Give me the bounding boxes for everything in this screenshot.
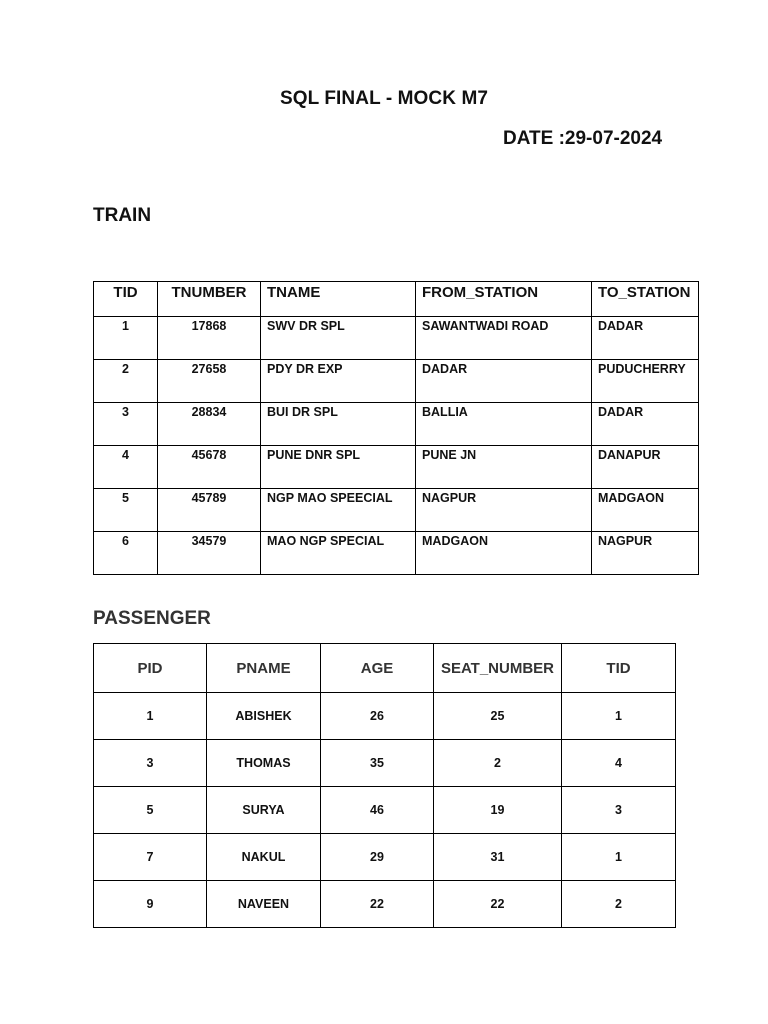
train-cell-tname: SWV DR SPL — [261, 317, 416, 360]
table-row — [94, 740, 676, 787]
train-cell-tnumber: 45678 — [158, 446, 261, 489]
train-col-tnumber: TNUMBER — [158, 282, 261, 317]
passenger-cell-pid: 7 — [94, 834, 207, 881]
passenger-cell-seat-number: 2 — [434, 740, 562, 787]
train-col-to-station: TO_STATION — [592, 282, 699, 317]
train-cell-to-station: PUDUCHERRY — [592, 360, 699, 403]
table-row — [94, 360, 699, 403]
train-cell-to-station: NAGPUR — [592, 532, 699, 575]
passenger-cell-seat-number: 19 — [434, 787, 562, 834]
train-cell-tnumber: 34579 — [158, 532, 261, 575]
passenger-table — [93, 643, 676, 928]
table-row — [94, 317, 699, 360]
document-date: DATE :29-07-2024 — [503, 128, 663, 149]
passenger-cell-pname: THOMAS — [207, 740, 321, 787]
table-row — [94, 532, 699, 575]
table-row — [94, 881, 676, 928]
train-cell-tid: 1 — [94, 317, 158, 360]
passenger-cell-tid: 3 — [562, 787, 676, 834]
train-cell-to-station: MADGAON — [592, 489, 699, 532]
train-cell-to-station: DADAR — [592, 317, 699, 360]
train-cell-tname: BUI DR SPL — [261, 403, 416, 446]
train-cell-from-station: BALLIA — [416, 403, 592, 446]
passenger-cell-age: 35 — [321, 740, 434, 787]
document-title: SQL FINAL - MOCK M7 — [279, 88, 489, 109]
passenger-cell-pid: 1 — [94, 693, 207, 740]
passenger-cell-seat-number: 31 — [434, 834, 562, 881]
passenger-cell-age: 46 — [321, 787, 434, 834]
train-cell-to-station: DANAPUR — [592, 446, 699, 489]
passenger-cell-age: 26 — [321, 693, 434, 740]
train-cell-tid: 5 — [94, 489, 158, 532]
passenger-cell-pname: NAVEEN — [207, 881, 321, 928]
passenger-cell-seat-number: 22 — [434, 881, 562, 928]
passenger-col-seat-number: SEAT_NUMBER — [434, 644, 562, 693]
train-cell-tnumber: 27658 — [158, 360, 261, 403]
passenger-header-row — [94, 644, 676, 693]
train-heading: TRAIN — [93, 205, 152, 226]
table-row — [94, 834, 676, 881]
table-row — [94, 489, 699, 532]
train-cell-tnumber: 45789 — [158, 489, 261, 532]
passenger-cell-pname: SURYA — [207, 787, 321, 834]
train-cell-from-station: DADAR — [416, 360, 592, 403]
passenger-cell-pid: 3 — [94, 740, 207, 787]
passenger-cell-pname: NAKUL — [207, 834, 321, 881]
train-cell-tname: NGP MAO SPEECIAL — [261, 489, 416, 532]
train-cell-tid: 2 — [94, 360, 158, 403]
passenger-cell-seat-number: 25 — [434, 693, 562, 740]
passenger-cell-pid: 5 — [94, 787, 207, 834]
passenger-cell-tid: 2 — [562, 881, 676, 928]
train-cell-from-station: PUNE JN — [416, 446, 592, 489]
train-cell-tname: PUNE DNR SPL — [261, 446, 416, 489]
passenger-col-pid: PID — [94, 644, 207, 693]
passenger-cell-tid: 1 — [562, 693, 676, 740]
train-col-tid: TID — [94, 282, 158, 317]
train-cell-tid: 4 — [94, 446, 158, 489]
train-cell-tname: PDY DR EXP — [261, 360, 416, 403]
table-row — [94, 693, 676, 740]
table-row — [94, 403, 699, 446]
passenger-cell-tid: 1 — [562, 834, 676, 881]
passenger-cell-age: 29 — [321, 834, 434, 881]
table-row — [94, 446, 699, 489]
table-row — [94, 787, 676, 834]
train-cell-tnumber: 17868 — [158, 317, 261, 360]
train-cell-from-station: NAGPUR — [416, 489, 592, 532]
passenger-cell-pname: ABISHEK — [207, 693, 321, 740]
train-cell-tid: 3 — [94, 403, 158, 446]
train-cell-tid: 6 — [94, 532, 158, 575]
passenger-cell-tid: 4 — [562, 740, 676, 787]
train-col-tname: TNAME — [261, 282, 416, 317]
passenger-col-age: AGE — [321, 644, 434, 693]
passenger-heading: PASSENGER — [93, 608, 211, 629]
passenger-col-pname: PNAME — [207, 644, 321, 693]
train-cell-tname: MAO NGP SPECIAL — [261, 532, 416, 575]
passenger-cell-age: 22 — [321, 881, 434, 928]
passenger-cell-pid: 9 — [94, 881, 207, 928]
train-table — [93, 281, 699, 575]
train-col-from-station: FROM_STATION — [416, 282, 592, 317]
train-cell-tnumber: 28834 — [158, 403, 261, 446]
passenger-col-tid: TID — [562, 644, 676, 693]
train-cell-from-station: MADGAON — [416, 532, 592, 575]
train-cell-to-station: DADAR — [592, 403, 699, 446]
train-header-row — [94, 282, 699, 317]
train-cell-from-station: SAWANTWADI ROAD — [416, 317, 592, 360]
